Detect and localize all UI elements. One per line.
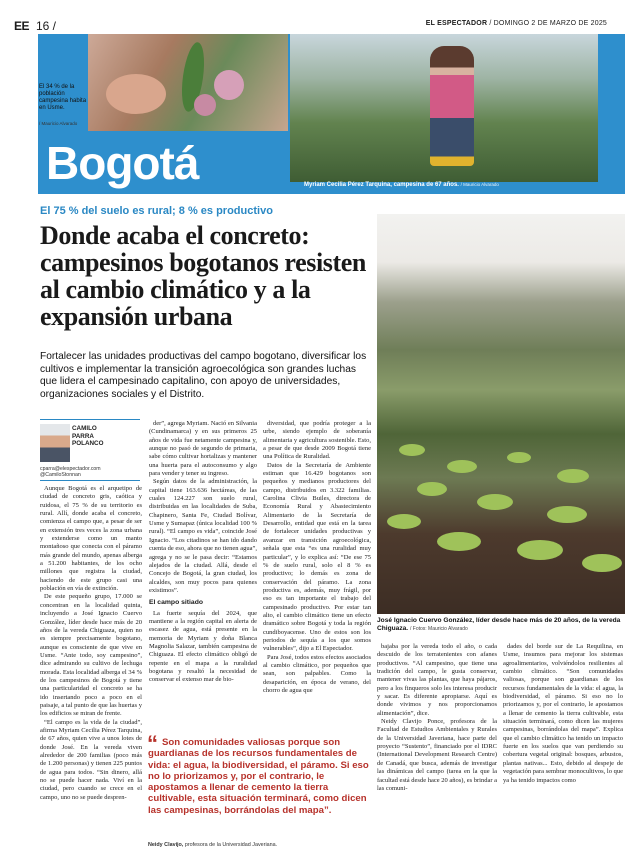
author-email: cparra@elespectador.com: [40, 466, 101, 472]
issue-date: / DOMINGO 2 DE MARZO DE 2025: [489, 20, 607, 27]
photo1-caption: El 34 % de la población campesina habita en Usme.: [39, 84, 87, 111]
headline: Donde acaba el concreto: campesinos bogotanos resisten al cambio climático y a la expansión urbana: [40, 221, 366, 331]
photo3-credit: / Fotos: Mauricio Alvarado: [409, 626, 468, 632]
quote-icon: “: [147, 731, 158, 756]
photo2-caption: Myriam Cecilia Pérez Tarquina, campesina de 67 años. / Mauricio Alvarado: [304, 182, 499, 188]
author-handle: @CamiloStonnan: [40, 472, 81, 479]
pull-quote-attribution: Neidy Clavijo, profesora de la Universidad Javeriana.: [148, 842, 278, 848]
publication-name: EL ESPECTADOR: [425, 20, 488, 27]
author-contact: [40, 466, 101, 479]
pull-quote: Son comunidades valiosas porque son guardianas de los recursos fundamentales de vida: el agua, la biodiversidad, el páramo. Si eso no lo priorizamos y, por el contrario, le apostamos a llenar de cemento la tierra cultivable, esta situación terminará, como dicen las campesinas, borrándolas del mapa”.: [148, 737, 369, 816]
kicker: El 75 % del suelo es rural; 8 % es productivo: [40, 205, 273, 217]
column-1: Aunque Bogotá es el arquetipo de ciudad de concreto gris, caótica y ruidosa, el 75 % de su territorio es rural. Allí, donde acaba el concreto, comienza el campo que, a pesar de ser en extensión tres veces la zona urbana y extenderse como un manto montañoso que conecta con el páramo más grande del mundo, apenas alberga a 51.200 habitantes, de los ocho millones que registra la ciudad, haciendo de este grupo casi una población en vía de extinción. De este pequeño grupo, 17.000 se concentran en la localidad quinta, incluyendo a José Ignacio Cuervo González, líder desde hace más de 20 años de la vereda Chiguaza, quien no es siempre precisamente bogotano, aunque es consciente de que vive en Usme. “Ante todo, soy campesino”, dice admirando su cultivo de lechuga morada. Esta localidad alberga el 34 % de los campesinos de Bogotá y tiene una particularidad el concreto se ha ido insertando poco a poco en el paisaje, a tal punto de que las huertas y los edificios se miran de frente. “El campo es la vida de la ciudad”, afirma Myriam Cecilia Pérez Tarquina, de 67 años, quien vive a unos lotes de donde José. En la vereda viven alrededor de 200 familias (poco más de 1.200 personas) y tienen 225 puntos de agua para todos. “Sin dinero, allá no se puede hacer nada. Viví en la ciudad, pero cuando se crece en el campo, uno no se puede despren-: [40, 485, 142, 801]
photo2-credit: / Mauricio Alvarado: [460, 182, 499, 187]
deck: Fortalecer las unidades productivas del campo bogotano, diversificar los cultivos e implementar la transición agroecológica son grandes luchas que lidera el campesinado capitalino, con apoyo de universidades, organizaciones sociales y el Distrito.: [40, 351, 367, 400]
photo1-credit: / Mauricio Alvarado: [39, 121, 78, 126]
column-3: diversidad, que podría proteger a la urbe, siendo ejemplo de soberanía alimentaria y agricultura sostenible. Esto, a pesar de que desde 2009 Bogotá tiene una Política de Ruralidad. Datos de la Secretaría de Ambiente estiman que 16.429 bogotanos son pequeños y medianos productores del campo, distribuidos en 3.322 familias. Carolina Clivia Builes, directora de Economía Rural y Abastecimiento Alimentario de la Secretaría de Desarrollo, entidad que está en la tarea de fortalecer unidades productivas y avanzar en transición agroecológica, señala que esta “es una ruralidad muy particular”, y lo explica así: “De ese 75 % de suelo rural, solo el 8 % es productivo; lo demás es zona de conservación del páramo. La zona productiva es, además, muy frágil, por eso es tan importante el trabajo del campesinado productivo. Por estar tan alto, el cambio climático tiene un efecto dramático sobre Bogotá y toda la región cundiboyacense. Uno de estos son los periodos de sequía a los que somos vulnerables”, dijo a El Espectador. Para José, todos estos efectos asociados al cambio climático, por pequeños que sean, son palpables. Como la desaparición, en época de verano, del chorro de agua que: [263, 420, 371, 694]
subheading: El campo sitiado: [149, 599, 204, 607]
header-dateline: [426, 20, 607, 27]
photo3-caption: José Ignacio Cuervo González, líder desde hace más de 20 años, de la vereda Chiguaza. / Fotos: Mauricio Alvarado: [377, 617, 621, 632]
page-number: 16 /: [36, 19, 57, 33]
divider: [40, 480, 140, 481]
photo-hands-seeds: [88, 34, 288, 131]
section-title: Bogotá: [46, 137, 199, 189]
divider: [40, 419, 140, 420]
photo-campesina: [290, 34, 598, 182]
author-byline: CAMILO PARRA POLANCO: [72, 425, 104, 448]
newspaper-logo: EE: [14, 19, 30, 33]
column-5: dades del borde sur de La Requilina, en Usme, insumos para mejorar los sistemas agroalimentarios, volviéndolos resilientes al cambio climático. “Son comunidades valiosas, porque son guardianas de los recursos fundamentales de la vida: el agua, la biodiversidad, el páramo. Si eso no lo priorizamos y, por el contrario, le apostamos a llenar de cemento la tierra cultivable, esta situación terminará, como dicen las mujeres campesinas, borrándolas del mapa”. Explica que el cambio climático ha tenido un impacto fuerte en los suelos que van perdiendo su cobertura vegetal original: bosques, arbustos, plantas nativas... Esto, debido al despeje de vegetación para sembrar monocultivos, lo que ya ha tenido impactos como: [503, 643, 623, 784]
photo-farmland: [377, 214, 625, 614]
column-4: bajaba por la vereda todo el año, o cada descuido de los terratenientes con afanes productivos. “Al campesino, que tiene una tradición del campo, le gusta conservar, mantener vivas las plantas, que haya pájaros, pero a los finqueros solo les interesa producir y sacar. Es diferente apropiarse. Aquí es donde vivimos y nos proporcionamos alimentación”, dice. Neidy Clavijo Ponce, profesora de la Facultad de Estudios Ambientales y Rurales de la Universidad Javeriana, hace parte del proyecto “Sustento”, financiado por el IDRC (International Development Research Centre) de Canadá, que busca, además de investigar las dinámicas del campo (tarea en la que la facultad está desde hace 20 años), es brindar a las comuni-: [377, 643, 498, 792]
column-2: der”, agrega Myriam. Nació en Silvania (Cundinamarca) y en sus primeros 25 años de vida fue netamente campesina y, aunque no pasó de segundo de primaria, sabe cómo cultivar hortalizas y mantener una huerta para el autoconsumo y algo para vender y tener su ingreso. Según datos de la administración, la capital tiene 163.636 hectáreas, de las cuales 124.227 son suelo rural, distribuidas en las localidades de Suba, Chapinero, Santa Fe, Ciudad Bolívar, Usme y Sumapaz (única localidad 100 % rural). “El campo es vida”, coincide José Ignacio. “Los citadinos se han ido dando cuenta de eso, ahora que no tienen agua”, agrega y no se le pasa decir: “Estamos alejados de la ciudad. Allá, desde el Concejo de Bogotá, la gran ciudad, los alcaldes, son muy pocos para quienes existimos”. El campo sitiado La fuerte sequía del 2024, que mantiene a la región capital en alerta de escasez de agua, está presente en la memoria de Myriam y doña Blanca Magnolia Salazar, también campesina de Chiguaza. El efecto climático obligó de repente en el mapa a la ruralidad bogotana y resaltó la necesidad de conservar el extenso mar de bio-: [149, 420, 257, 684]
author-avatar: [40, 424, 70, 462]
